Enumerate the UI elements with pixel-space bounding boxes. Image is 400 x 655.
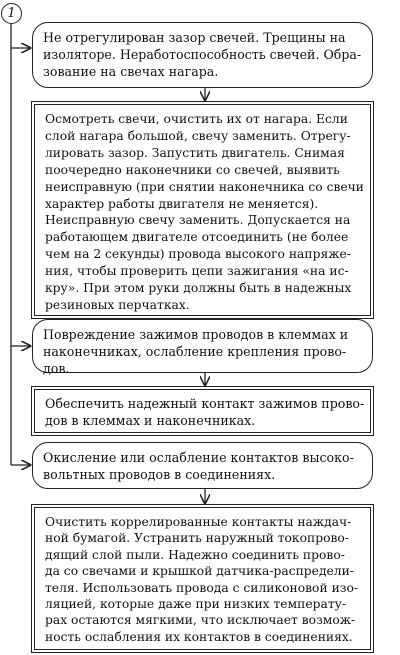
text-line: Осмотреть свечи, очистить их от нагара. Если [45,112,348,126]
text-line: да со свечами и крышкой датчика-распредели- [45,564,354,579]
text-line: характер работы двигателя не меняется). [45,196,319,211]
text-line: неисправную (при снятии наконечника со свечи [45,179,364,194]
text-line: чем на 2 секунды) провода высокого напряже- [45,247,351,262]
text-line: вольтных проводов в соединениях. [43,467,276,482]
text-line: работающем двигателе отсоединить (не более [45,230,349,245]
step-number-badge [1,3,22,24]
text-line: поочередно наконечники со свечей, выявить [45,162,340,177]
step-number: 1 [7,6,16,21]
text-line: Обеспечить надежный контакт зажимов прово- [45,396,365,411]
text-line: кру». При этом руки должны быть в надежных [45,281,352,296]
text-line: Очистить коррелированные контакты наждач- [45,515,352,529]
condition-box-2 [32,319,373,376]
text-line: теля. Использовать провода с силиконовой изо- [45,580,359,595]
text-line: дящий слой пыли. Надежно соединить прово- [45,547,345,562]
text-line: Повреждение зажимов проводов в клеммах и [43,327,349,342]
text-line: лировать зазор. Запустить двигатель. Снимая [45,145,345,160]
action-box-3 [34,507,371,650]
text-line: Неисправную свечу заменить. Допускается на [45,213,351,228]
text-line: рах остаются мягкими, что исключает возмож- [45,613,356,628]
action-box-1 [34,104,371,316]
condition-box-1 [32,22,373,88]
text-line: дов. [43,361,70,376]
condition-box-3 [32,442,373,489]
text-line: ляцией, которые даже при низких температу- [45,597,347,612]
text-line: зование на свечах нагара. [43,64,219,79]
text-line: слой нагара большой, свечу заменить. Отрегу- [45,128,351,143]
text-line: Не отрегулирован зазор свечей. Трещины на [43,30,346,45]
text-line: ния, чтобы проверить цепи зажигания «на ис- [45,264,349,279]
text-line: изоляторе. Неработоспособность свечей. Обра- [43,47,362,62]
text-line: ность ослабления их контактов в соединениях. [45,629,353,644]
text-line: ной бумагой. Устранить наружный токопрово- [45,531,349,546]
action-box-2 [34,389,371,433]
text-line: резиновых перчатках. [45,297,190,312]
text-line: дов в клеммах и наконечниках. [45,413,256,428]
text-line: наконечниках, ослабление крепления прово- [43,344,347,359]
text-line: Окисление или ослабление контактов высоко- [43,450,354,465]
